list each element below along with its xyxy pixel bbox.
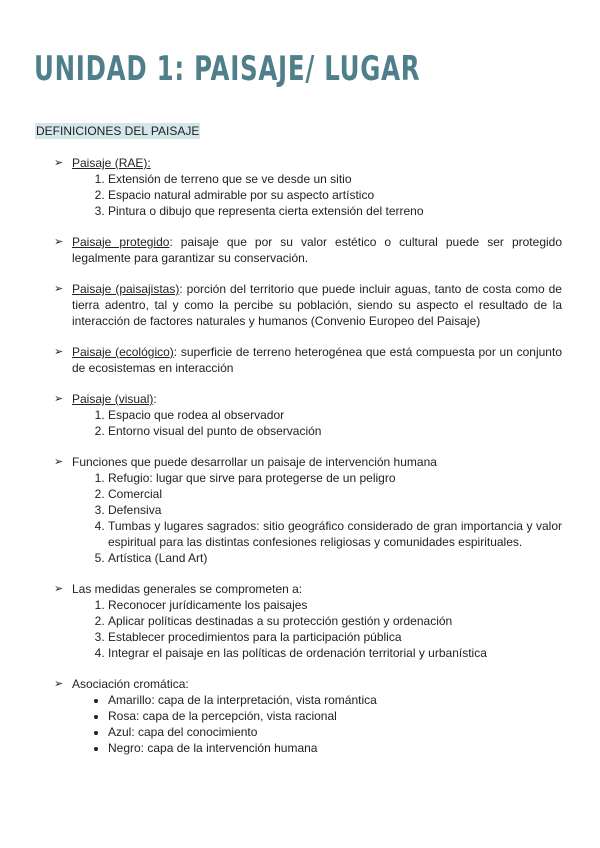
definition-text: : porción del territorio que puede incluir aguas, tanto de costa como de tierra adentro, tal y como la percibe su población, siendo su aspecto el resultado de la interacción de factores naturales y humanos (Convenio Europeo del Paisaje) [72, 282, 562, 328]
list-item-paisaje-rae [54, 155, 562, 219]
bullet-item: • Azul: capa del conocimiento [108, 724, 562, 740]
bullet-item: • Negro: capa de la intervención humana [108, 740, 562, 756]
arrow-bullet-icon: ➢ [54, 236, 64, 248]
arrow-bullet-icon: ➢ [54, 678, 64, 690]
sublist-item: 4. Integrar el paisaje en las políticas de ordenación territorial y urbanística [108, 645, 562, 661]
bullet-item: • Amarillo: capa de la interpretación, vista romántica [108, 692, 562, 708]
arrow-bullet-icon: ➢ [54, 583, 64, 595]
definition-text: : superficie de terreno heterogénea que está compuesta por un conjunto de ecosistemas en interacción [72, 345, 562, 375]
term-label: Paisaje (paisajistas) [72, 282, 180, 296]
term-label: Paisaje (ecológico) [72, 345, 174, 359]
sublist-item: 2. Aplicar políticas destinadas a su protección gestión y ordenación [108, 613, 562, 629]
arrow-bullet-icon: ➢ [54, 157, 64, 169]
sublist-item: 1. Extensión de terreno que se ve desde un sitio [108, 171, 562, 187]
list-item-medidas [54, 581, 562, 661]
definition-text: : [153, 392, 157, 406]
numbered-sublist [72, 470, 562, 566]
term-label: Paisaje (RAE): [72, 156, 151, 170]
list-item-asociacion-cromatica [54, 676, 562, 756]
section-heading: DEFINICIONES DEL PAISAJE [36, 124, 200, 138]
numbered-sublist [72, 597, 562, 661]
sublist-item: 4. Tumbas y lugares sagrados: sitio geográfico considerado de gran importancia y valor espiritual para las distintas confesiones religiosas y comunidades espirituales. [108, 518, 562, 550]
sublist-item: 3. Defensiva [108, 502, 562, 518]
term-label: Paisaje protegido [72, 235, 170, 249]
bullet-item: • Rosa: capa de la percepción, vista racional [108, 708, 562, 724]
sublist-item: 3. Establecer procedimientos para la participación pública [108, 629, 562, 645]
term-label: Paisaje (visual) [72, 392, 154, 406]
sublist-item: 3. Pintura o dibujo que representa cierta extensión del terreno [108, 203, 562, 219]
list-item-paisaje-protegido [54, 234, 562, 266]
sublist-item: 5. Artística (Land Art) [108, 550, 562, 566]
definition-text: : paisaje que por su valor estético o cultural puede ser protegido legalmente para garantizar su conservación. [72, 235, 563, 265]
list-item-funciones [54, 454, 562, 566]
list-item-paisaje-paisajistas [54, 281, 562, 329]
bullet-sublist [72, 692, 562, 756]
item-text: Las medidas generales se comprometen a: [72, 582, 303, 596]
sublist-item: 2. Espacio natural admirable por su aspecto artístico [108, 187, 562, 203]
list-item-paisaje-visual [54, 391, 562, 439]
page-title: UNIDAD 1: PAISAJE/ LUGAR [34, 49, 421, 89]
definitions-list [54, 155, 562, 771]
arrow-bullet-icon: ➢ [54, 346, 64, 358]
item-text: Funciones que puede desarrollar un paisaje de intervención humana [72, 455, 437, 469]
sublist-item: 1. Espacio que rodea al observador [108, 407, 562, 423]
arrow-bullet-icon: ➢ [54, 393, 64, 405]
sublist-item: 2. Comercial [108, 486, 562, 502]
numbered-sublist [72, 407, 562, 439]
numbered-sublist [72, 171, 562, 219]
sublist-item: 1. Refugio: lugar que sirve para protegerse de un peligro [108, 470, 562, 486]
arrow-bullet-icon: ➢ [54, 456, 64, 468]
sublist-item: 2. Entorno visual del punto de observación [108, 423, 562, 439]
arrow-bullet-icon: ➢ [54, 283, 64, 295]
item-text: Asociación cromática: [72, 677, 189, 691]
sublist-item: 1. Reconocer jurídicamente los paisajes [108, 597, 562, 613]
list-item-paisaje-ecologico [54, 344, 562, 376]
